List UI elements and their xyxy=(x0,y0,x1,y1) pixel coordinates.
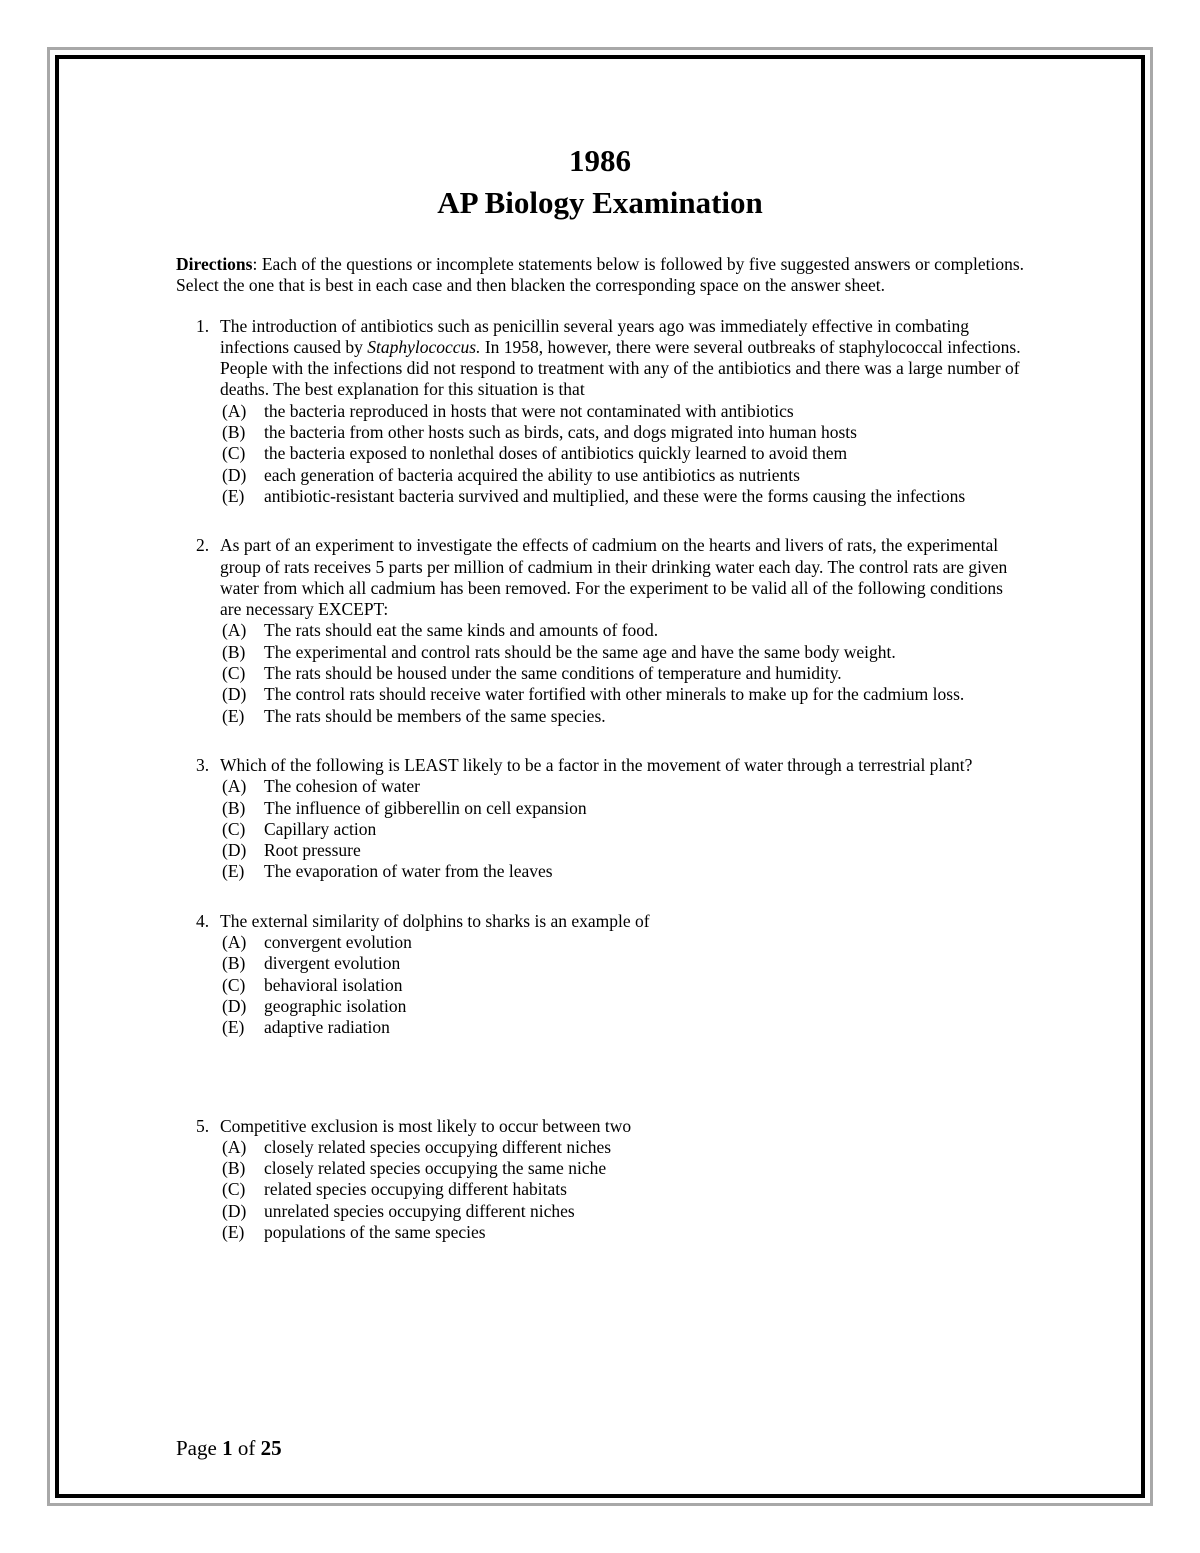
option-label: (A) xyxy=(222,1136,247,1157)
page-number-footer: Page 1 of 25 xyxy=(176,1436,282,1460)
option-label: (B) xyxy=(222,1158,246,1179)
question-number: 5. xyxy=(196,1115,210,1136)
option-text: geographic isolation xyxy=(264,995,407,1016)
answer-option xyxy=(220,486,1024,507)
option-text: closely related species occupying different niches xyxy=(264,1136,612,1157)
answer-option xyxy=(220,819,1024,840)
option-text: The rats should eat the same kinds and amounts of food. xyxy=(264,620,659,641)
option-text: Root pressure xyxy=(264,840,361,861)
option-text: adaptive radiation xyxy=(264,1017,390,1038)
option-label: (B) xyxy=(222,797,246,818)
option-text: antibiotic-resistant bacteria survived and multiplied, and these were the forms causing the infections xyxy=(264,485,966,506)
answer-option xyxy=(220,1158,1024,1179)
directions xyxy=(176,254,1024,297)
answer-option xyxy=(220,663,1024,684)
answer-options xyxy=(220,620,1024,726)
question-number: 1. xyxy=(196,315,210,336)
option-text: closely related species occupying the same niche xyxy=(264,1158,607,1179)
question-4 xyxy=(176,911,1024,1039)
answer-options xyxy=(220,932,1024,1038)
option-label: (A) xyxy=(222,400,247,421)
option-text: related species occupying different habitats xyxy=(264,1179,567,1200)
option-label: (C) xyxy=(222,818,246,839)
option-text: divergent evolution xyxy=(264,953,401,974)
answer-option xyxy=(220,975,1024,996)
option-text: the bacteria from other hosts such as birds, cats, and dogs migrated into human hosts xyxy=(264,422,857,443)
current-page: 1 xyxy=(222,1436,233,1460)
option-text: The rats should be housed under the same conditions of temperature and humidity. xyxy=(264,663,842,684)
option-label: (E) xyxy=(222,1017,245,1038)
option-label: (D) xyxy=(222,684,247,705)
question-stem: The introduction of antibiotics such as penicillin several years ago was immediately effective in combating infections caused by Staphylococcus. In 1958, however, there were several outbreaks of staphylococcal infections. People with the infections did not respond to treatment with any of the antibiotics and there was a large number of deaths. The best explanation for this situation is that xyxy=(220,315,1021,400)
option-label: (D) xyxy=(222,464,247,485)
option-label: (A) xyxy=(222,776,247,797)
answer-option xyxy=(220,401,1024,422)
option-label: (E) xyxy=(222,485,245,506)
answer-option xyxy=(220,932,1024,953)
option-label: (C) xyxy=(222,974,246,995)
option-label: (C) xyxy=(222,1179,246,1200)
question-number: 2. xyxy=(196,535,210,556)
question-2 xyxy=(176,535,1024,727)
answer-option xyxy=(220,443,1024,464)
option-text: convergent evolution xyxy=(264,932,412,953)
answer-option xyxy=(220,642,1024,663)
answer-option xyxy=(220,422,1024,443)
directions-label: Directions xyxy=(176,254,253,274)
answer-option xyxy=(220,620,1024,641)
question-stem: As part of an experiment to investigate the effects of cadmium on the hearts and livers of rats, the experimental group of rats receives 5 parts per million of cadmium in their drinking water each day. The control rats are given water from which all cadmium has been removed. For the experiment to be valid all of the following conditions are necessary EXCEPT: xyxy=(220,535,1008,620)
option-label: (E) xyxy=(222,705,245,726)
answer-option xyxy=(220,798,1024,819)
answer-option xyxy=(220,996,1024,1017)
option-label: (A) xyxy=(222,620,247,641)
question-stem: Competitive exclusion is most likely to occur between two xyxy=(220,1115,632,1136)
answer-option xyxy=(220,861,1024,882)
option-text: The control rats should receive water fortified with other minerals to make up for the cadmium loss. xyxy=(264,684,965,705)
option-text: Capillary action xyxy=(264,818,377,839)
option-label: (D) xyxy=(222,840,247,861)
option-text: The rats should be members of the same species. xyxy=(264,705,606,726)
answer-option xyxy=(220,1179,1024,1200)
question-stem: Which of the following is LEAST likely to be a factor in the movement of water through a terrestrial plant? xyxy=(220,754,973,775)
answer-option xyxy=(220,1137,1024,1158)
total-pages: 25 xyxy=(260,1436,282,1460)
answer-option xyxy=(220,1201,1024,1222)
answer-option xyxy=(220,706,1024,727)
question-5 xyxy=(176,1116,1024,1244)
italic-term: Staphylococcus. xyxy=(367,336,481,357)
answer-option xyxy=(220,465,1024,486)
option-label: (B) xyxy=(222,422,246,443)
answer-option xyxy=(220,1017,1024,1038)
option-text: the bacteria reproduced in hosts that were not contaminated with antibiotics xyxy=(264,400,794,421)
question-3 xyxy=(176,755,1024,883)
option-label: (C) xyxy=(222,663,246,684)
answer-option xyxy=(220,840,1024,861)
question-number: 3. xyxy=(196,754,210,775)
option-label: (E) xyxy=(222,861,245,882)
directions-text: : Each of the questions or incomplete statements below is followed by five suggested answers or completions. Select the one that is best in each case and then blacken the corresponding space on the answer sheet. xyxy=(176,254,1024,296)
answer-options xyxy=(220,1137,1024,1243)
option-label: (B) xyxy=(222,953,246,974)
option-label: (D) xyxy=(222,1200,247,1221)
option-text: each generation of bacteria acquired the ability to use antibiotics as nutrients xyxy=(264,464,800,485)
answer-options xyxy=(220,776,1024,882)
option-text: unrelated species occupying different niches xyxy=(264,1200,575,1221)
answer-options xyxy=(220,401,1024,507)
option-text: populations of the same species xyxy=(264,1221,486,1242)
exam-content xyxy=(176,140,1024,1243)
option-text: The cohesion of water xyxy=(264,776,420,797)
answer-option xyxy=(220,684,1024,705)
option-text: The evaporation of water from the leaves xyxy=(264,861,553,882)
option-label: (A) xyxy=(222,932,247,953)
question-1 xyxy=(176,316,1024,508)
exam-year: 1986 xyxy=(569,143,631,178)
question-stem: The external similarity of dolphins to sharks is an example of xyxy=(220,910,650,931)
exam-title xyxy=(176,140,1024,224)
exam-name: AP Biology Examination xyxy=(437,185,763,220)
answer-option xyxy=(220,1222,1024,1243)
option-label: (B) xyxy=(222,641,246,662)
option-text: the bacteria exposed to nonlethal doses of antibiotics quickly learned to avoid them xyxy=(264,443,848,464)
option-label: (D) xyxy=(222,995,247,1016)
answer-option xyxy=(220,953,1024,974)
answer-option xyxy=(220,776,1024,797)
option-label: (E) xyxy=(222,1221,245,1242)
option-text: The experimental and control rats should be the same age and have the same body weight. xyxy=(264,641,896,662)
option-text: The influence of gibberellin on cell expansion xyxy=(264,797,587,818)
option-label: (C) xyxy=(222,443,246,464)
option-text: behavioral isolation xyxy=(264,974,403,995)
question-number: 4. xyxy=(196,910,210,931)
